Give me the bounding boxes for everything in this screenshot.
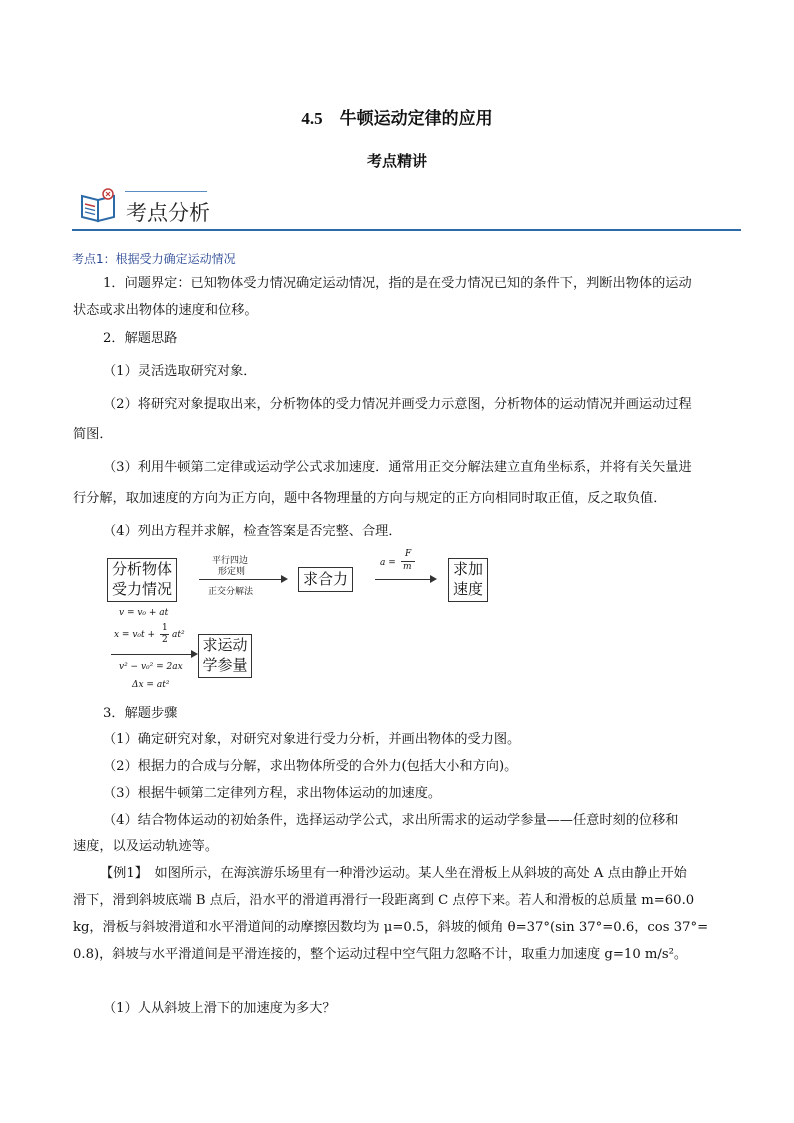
paragraph-line: 简图．	[73, 427, 113, 442]
flow-box-line: 受力情况	[111, 580, 172, 598]
flow-arrow-2	[375, 579, 430, 580]
flow-box-acceleration	[448, 558, 488, 602]
example-paragraph	[100, 864, 687, 884]
paragraph-line: （3）利用牛顿第二定律或运动学公式求加速度．通常用正交分解法建立直角坐标系，并将有关矢量进	[103, 460, 692, 475]
paragraph-line: （2）根据力的合成与分解，求出物体所受的合外力(包括大小和方向)。	[103, 759, 518, 774]
section-banner-label: 考点分析	[126, 201, 210, 225]
arrow-formula-a	[380, 549, 440, 577]
formula-line: v² − v₀² = 2ax	[119, 662, 183, 672]
flow-arrow-1	[199, 579, 281, 580]
book-icon	[78, 188, 122, 224]
paragraph-line: （4）结合物体运动的初始条件，选择运动学公式，求出所需求的运动学参量——任意时刻的位移和	[103, 813, 679, 828]
paragraph-line: （4）列出方程并求解，检查答案是否完整、合理．	[103, 524, 402, 539]
flow-box-line: 求运动	[202, 636, 248, 654]
formula-line: x = v₀t +	[114, 630, 156, 640]
section-heading: 3．解题步骤	[103, 706, 178, 721]
formula-numerator: F	[405, 549, 412, 559]
banner-top-rule	[125, 191, 207, 192]
example-text: 如图所示，在海滨游乐场里有一种滑沙运动。某人坐在滑板上从斜坡的高处 A 点由静止开始	[141, 866, 687, 881]
banner-underline	[72, 229, 741, 231]
flow-box-kinematic-quantities	[198, 634, 252, 678]
flow-box-line: 求合力	[302, 570, 348, 588]
example-paragraph-line: kg，滑板与斜坡滑道和水平滑道间的动摩擦因数均为 μ=0.5，斜坡的倾角 θ=37°(sin 37°=0.6，cos 37°=	[73, 920, 709, 935]
formula-line: v = v₀ + at	[119, 608, 169, 618]
page-subtitle: 考点精讲	[366, 152, 427, 170]
question-1: （1）人从斜坡上滑下的加速度为多大？	[103, 1001, 336, 1016]
kinematic-formulas	[110, 608, 200, 693]
paragraph-line: 速度，以及运动轨迹等。	[73, 839, 219, 854]
formula-denominator: 2	[162, 635, 168, 645]
arrow-label-bottom: 正交分解法	[208, 587, 254, 597]
formula-part: a =	[380, 558, 396, 568]
formula-numerator: 1	[162, 623, 168, 633]
paragraph-line: （1）灵活选取研究对象．	[103, 364, 257, 379]
example-paragraph-line: 滑下，滑到斜坡底端 B 点后，沿水平的滑道再滑行一段距离到 C 点停下来。若人和滑板的总质量 m=60.0	[73, 893, 695, 908]
page-title: 4.5 牛顿运动定律的应用	[301, 109, 493, 128]
flow-box-resultant-force	[298, 567, 353, 592]
arrowhead-icon	[430, 575, 437, 583]
example-paragraph-line: 0.8)，斜坡与水平滑道间是平滑连接的，整个运动过程中空气阻力忽略不计，取重力加速度 g=10 m/s²。	[73, 947, 688, 962]
paragraph-line: （1）确定研究对象，对研究对象进行受力分析，并画出物体的受力图。	[103, 732, 521, 747]
arrowhead-icon	[281, 575, 288, 583]
section-heading: 2．解题思路	[103, 331, 178, 346]
paragraph-line: 1．问题界定：已知物体受力情况确定运动情况，指的是在受力情况已知的条件下，判断出物体的运动	[103, 276, 692, 291]
flow-box-analyze-force	[107, 558, 177, 602]
kaodian-heading: 考点1：根据受力确定运动情况	[72, 252, 236, 266]
paragraph-line: （3）根据牛顿第二定律列方程，求出物体运动的加速度。	[103, 786, 442, 801]
arrow-label-top: 形定则	[218, 567, 246, 577]
arrow-label-top: 平行四边	[212, 556, 249, 566]
paragraph-line: （2）将研究对象提取出来，分析物体的受力情况并画受力示意图，分析物体的运动情况并画运动过程	[103, 397, 692, 412]
formula-line: at²	[172, 630, 185, 640]
flow-box-line: 分析物体	[111, 560, 172, 578]
formula-line: Δx = at²	[132, 680, 170, 690]
arrowhead-icon	[191, 650, 198, 658]
paragraph-line: 行分解，取加速度的方向为正方向，题中各物理量的方向与规定的正方向相同时取正值，反之取负值．	[73, 491, 667, 506]
flow-box-line: 速度	[452, 580, 483, 598]
flow-arrow-3	[111, 654, 191, 655]
formula-denominator: m	[403, 562, 412, 572]
flow-box-line: 学参量	[202, 656, 248, 674]
flow-box-line: 求加	[452, 560, 483, 578]
paragraph-line: 状态或求出物体的速度和位移。	[73, 303, 258, 318]
example-label: 【例1】	[100, 866, 142, 881]
